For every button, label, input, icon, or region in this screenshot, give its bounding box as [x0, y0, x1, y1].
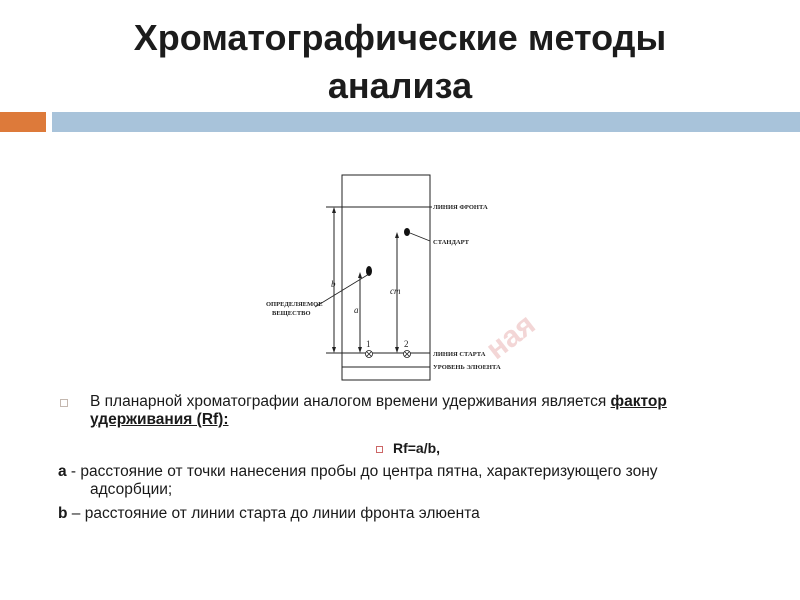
definition-b [58, 505, 758, 523]
chromatography-diagram [262, 170, 502, 385]
label-2: 2 [404, 339, 409, 349]
watermark: ная [480, 307, 542, 367]
title-line-1: Хроматографические методы [133, 17, 667, 58]
substance-spot [366, 266, 372, 276]
label-eluent: УРОВЕНЬ ЭЛЮЕНТА [433, 364, 501, 371]
label-a: a [354, 305, 359, 315]
label-1: 1 [366, 339, 371, 349]
label-front: ЛИНИЯ ФРОНТА [433, 204, 488, 211]
definition-b-text: – расстояние от линии старта до линии фронта элюента [67, 505, 480, 522]
title-line-2: анализа [327, 65, 473, 106]
slide-title [0, 14, 800, 110]
square-bullet-icon [60, 399, 68, 407]
label-substance-1: ОПРЕДЕЛЯЕМОЕ [266, 301, 323, 308]
label-b: b [331, 279, 336, 289]
title-accent-bar-orange [0, 112, 46, 132]
label-standard: СТАНДАРТ [433, 239, 470, 246]
symbol-a: a [58, 463, 67, 480]
label-start: ЛИНИЯ СТАРТА [433, 351, 486, 358]
definition-a [58, 463, 758, 499]
formula-line [58, 439, 758, 457]
plate-outline [342, 175, 430, 380]
intro-text: В планарной хроматографии аналогом времени удерживания является [90, 393, 611, 410]
text-area [58, 393, 758, 529]
intro-paragraph [58, 393, 758, 429]
formula-text: Rf=a/b, [392, 440, 441, 456]
definitions [58, 463, 758, 523]
label-ct: ст [390, 286, 401, 296]
title-accent-bar-blue [52, 112, 800, 132]
label-substance-2: ВЕЩЕСТВО [272, 310, 311, 317]
symbol-b: b [58, 505, 68, 522]
square-bullet-icon [376, 446, 383, 453]
definition-a-cont: адсорбции; [90, 481, 173, 498]
intro-term: фактор удерживания (Rf): [90, 393, 667, 428]
definition-a-text: - расстояние от точки нанесения пробы до центра пятна, характеризующего зону [66, 463, 658, 480]
standard-spot [404, 228, 410, 236]
